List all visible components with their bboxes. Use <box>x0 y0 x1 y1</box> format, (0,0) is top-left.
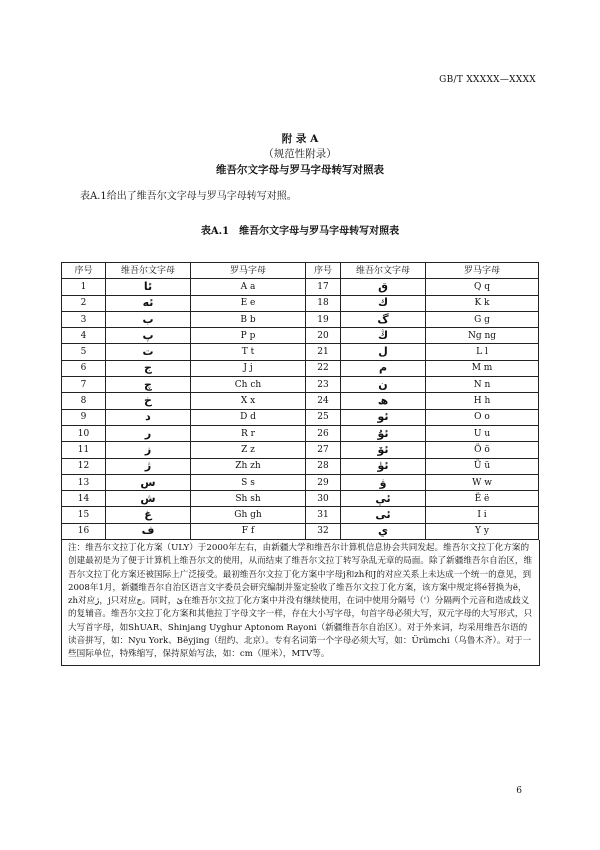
row-index: 26 <box>306 425 341 441</box>
latin-letter: Ng ng <box>426 328 539 344</box>
uyghur-letter: ۋ <box>341 474 426 490</box>
latin-letter: Ü ü <box>426 458 539 474</box>
row-index: 5 <box>62 344 106 360</box>
row-index: 4 <box>62 328 106 344</box>
uyghur-letter: ت <box>106 344 191 360</box>
uyghur-letter: ئۈ <box>341 458 426 474</box>
latin-letter: M m <box>426 360 539 376</box>
row-index: 11 <box>62 442 106 458</box>
row-index: 32 <box>306 523 341 539</box>
row-index: 20 <box>306 328 341 344</box>
uyghur-letter: ئو <box>341 409 426 425</box>
row-index: 19 <box>306 311 341 327</box>
latin-letter: E e <box>191 295 306 311</box>
annex-title: 附 录 A <box>281 133 319 145</box>
latin-letter: U u <box>426 425 539 441</box>
uyghur-letter: ئى <box>341 507 426 523</box>
latin-letter: O o <box>426 409 539 425</box>
table-row <box>62 279 539 295</box>
latin-letter: Z z <box>191 442 306 458</box>
latin-letter: B b <box>191 311 306 327</box>
table-row <box>62 474 539 490</box>
uyghur-letter: ئۆ <box>341 442 426 458</box>
standard-code: GB/T XXXXX—XXXX <box>439 75 536 85</box>
row-index: 8 <box>62 393 106 409</box>
row-index: 9 <box>62 409 106 425</box>
uyghur-letter: ر <box>106 425 191 441</box>
table-row <box>62 458 539 474</box>
latin-letter: Q q <box>426 279 539 295</box>
latin-letter: S s <box>191 474 306 490</box>
uyghur-letter: ك <box>341 295 426 311</box>
table-caption: 表A.1 维吾尔文字母与罗马字母转写对照表 <box>200 226 400 237</box>
row-index: 3 <box>62 311 106 327</box>
uyghur-letter: ن <box>341 377 426 393</box>
table-row <box>62 328 539 344</box>
uyghur-letter: ق <box>341 279 426 295</box>
row-index: 2 <box>62 295 106 311</box>
row-index: 24 <box>306 393 341 409</box>
uyghur-letter: ئە <box>106 295 191 311</box>
intro-paragraph: 表A.1给出了维吾尔文字母与罗马字母转写对照。 <box>80 191 297 202</box>
table-row <box>62 491 539 507</box>
uyghur-letter: خ <box>106 393 191 409</box>
uyghur-letter: ز <box>106 442 191 458</box>
row-index: 23 <box>306 377 341 393</box>
latin-letter: Sh sh <box>191 491 306 507</box>
latin-letter: R r <box>191 425 306 441</box>
latin-letter: Ö ö <box>426 442 539 458</box>
row-index: 17 <box>306 279 341 295</box>
latin-letter: Gh gh <box>191 507 306 523</box>
latin-letter: P p <box>191 328 306 344</box>
table-row <box>62 409 539 425</box>
latin-letter: T t <box>191 344 306 360</box>
latin-letter: L l <box>426 344 539 360</box>
row-index: 14 <box>62 491 106 507</box>
row-index: 21 <box>306 344 341 360</box>
table-row <box>62 377 539 393</box>
latin-letter: H h <box>426 393 539 409</box>
table-row <box>62 442 539 458</box>
latin-letter: F f <box>191 523 306 539</box>
row-index: 31 <box>306 507 341 523</box>
row-index: 15 <box>62 507 106 523</box>
table-body <box>62 279 539 540</box>
table-row <box>62 507 539 523</box>
table-row <box>62 311 539 327</box>
table-note: 注：维吾尔文拉丁化方案（ULY）于2000年左右，由新疆大学和维吾尔计算机信息协会共同发起。维吾尔文拉丁化方案的创建最初是为了便于计算机上维吾尔文的使用，从而结束了维吾尔文拉丁转写杂乱无章的局面。除了新疆维吾尔自治区，维吾尔文拉丁化方案还被国际上广泛接受。最初维吾尔文拉丁化方案中字母j和zh和J的对应关系上未达成一个统一的意见，到2008年1月，新疆维吾尔自治区语言文字委员会研究编制并鉴定验收了维吾尔文拉丁化方案，该方案中规定将é替换为ë，zh对应ژ，j只对应ج。同时，ئ在维吾尔文拉丁化方案中并没有继续使用，在词中使用分隔号（'）分隔两个元音和造成歧义的复辅音。维吾尔文拉丁化方案和其他拉丁字母文字一样，存在大小写字母，句首字母必须大写，双元字母的大写形式，只大写首字母，如ShUAR、Shinjang Uyghur Aptonom Rayoni（新疆维吾尔自治区）。对于外来词，均采用维吾尔语的读音拼写，如：Nyu York、Bëyjing（纽约、北京）。专有名词第一个字母必须大写，如：Ürümchi（乌鲁木齐）。对于一些国际单位，特殊缩写，保持原始写法，如：cm（厘米），MTV等。 <box>61 540 540 666</box>
transliteration-table <box>61 262 539 540</box>
row-index: 1 <box>62 279 106 295</box>
header-latin-1: 罗马字母 <box>191 263 306 279</box>
row-index: 13 <box>62 474 106 490</box>
table-row <box>62 523 539 539</box>
latin-letter: X x <box>191 393 306 409</box>
latin-letter: W w <box>426 474 539 490</box>
row-index: 22 <box>306 360 341 376</box>
row-index: 25 <box>306 409 341 425</box>
uyghur-letter: گ <box>341 311 426 327</box>
uyghur-letter: ش <box>106 491 191 507</box>
uyghur-letter: ب <box>106 311 191 327</box>
table-header-row <box>62 263 539 279</box>
annex-type: （规范性附录） <box>263 148 337 160</box>
row-index: 16 <box>62 523 106 539</box>
row-index: 30 <box>306 491 341 507</box>
row-index: 10 <box>62 425 106 441</box>
annex-name: 维吾尔文字母与罗马字母转写对照表 <box>216 164 384 176</box>
uyghur-letter: غ <box>106 507 191 523</box>
table-row <box>62 425 539 441</box>
table-row <box>62 295 539 311</box>
header-latin-2: 罗马字母 <box>426 263 539 279</box>
row-index: 27 <box>306 442 341 458</box>
uyghur-letter: ھ <box>341 393 426 409</box>
row-index: 29 <box>306 474 341 490</box>
uyghur-letter: چ <box>106 377 191 393</box>
latin-letter: K k <box>426 295 539 311</box>
uyghur-letter: د <box>106 409 191 425</box>
uyghur-letter: ج <box>106 360 191 376</box>
uyghur-letter: م <box>341 360 426 376</box>
uyghur-letter: ئۇ <box>341 425 426 441</box>
uyghur-letter: ڭ <box>341 328 426 344</box>
latin-letter: D d <box>191 409 306 425</box>
header-index-1: 序号 <box>62 263 106 279</box>
latin-letter: Ch ch <box>191 377 306 393</box>
uyghur-letter: ي <box>341 523 426 539</box>
header-index-2: 序号 <box>306 263 341 279</box>
row-index: 7 <box>62 377 106 393</box>
row-index: 12 <box>62 458 106 474</box>
uyghur-letter: ژ <box>106 458 191 474</box>
table-row <box>62 393 539 409</box>
row-index: 28 <box>306 458 341 474</box>
uyghur-letter: پ <box>106 328 191 344</box>
latin-letter: Zh zh <box>191 458 306 474</box>
uyghur-letter: ئې <box>341 491 426 507</box>
header-uyghur-2: 维吾尔文字母 <box>341 263 426 279</box>
uyghur-letter: س <box>106 474 191 490</box>
latin-letter: Y y <box>426 523 539 539</box>
latin-letter: Ë ë <box>426 491 539 507</box>
row-index: 6 <box>62 360 106 376</box>
header-uyghur-1: 维吾尔文字母 <box>106 263 191 279</box>
table-row <box>62 344 539 360</box>
uyghur-letter: ئا <box>106 279 191 295</box>
latin-letter: I i <box>426 507 539 523</box>
table-row <box>62 360 539 376</box>
uyghur-letter: ف <box>106 523 191 539</box>
latin-letter: A a <box>191 279 306 295</box>
latin-letter: G g <box>426 311 539 327</box>
page-number: 6 <box>516 786 522 796</box>
latin-letter: J j <box>191 360 306 376</box>
latin-letter: N n <box>426 377 539 393</box>
uyghur-letter: ل <box>341 344 426 360</box>
row-index: 18 <box>306 295 341 311</box>
